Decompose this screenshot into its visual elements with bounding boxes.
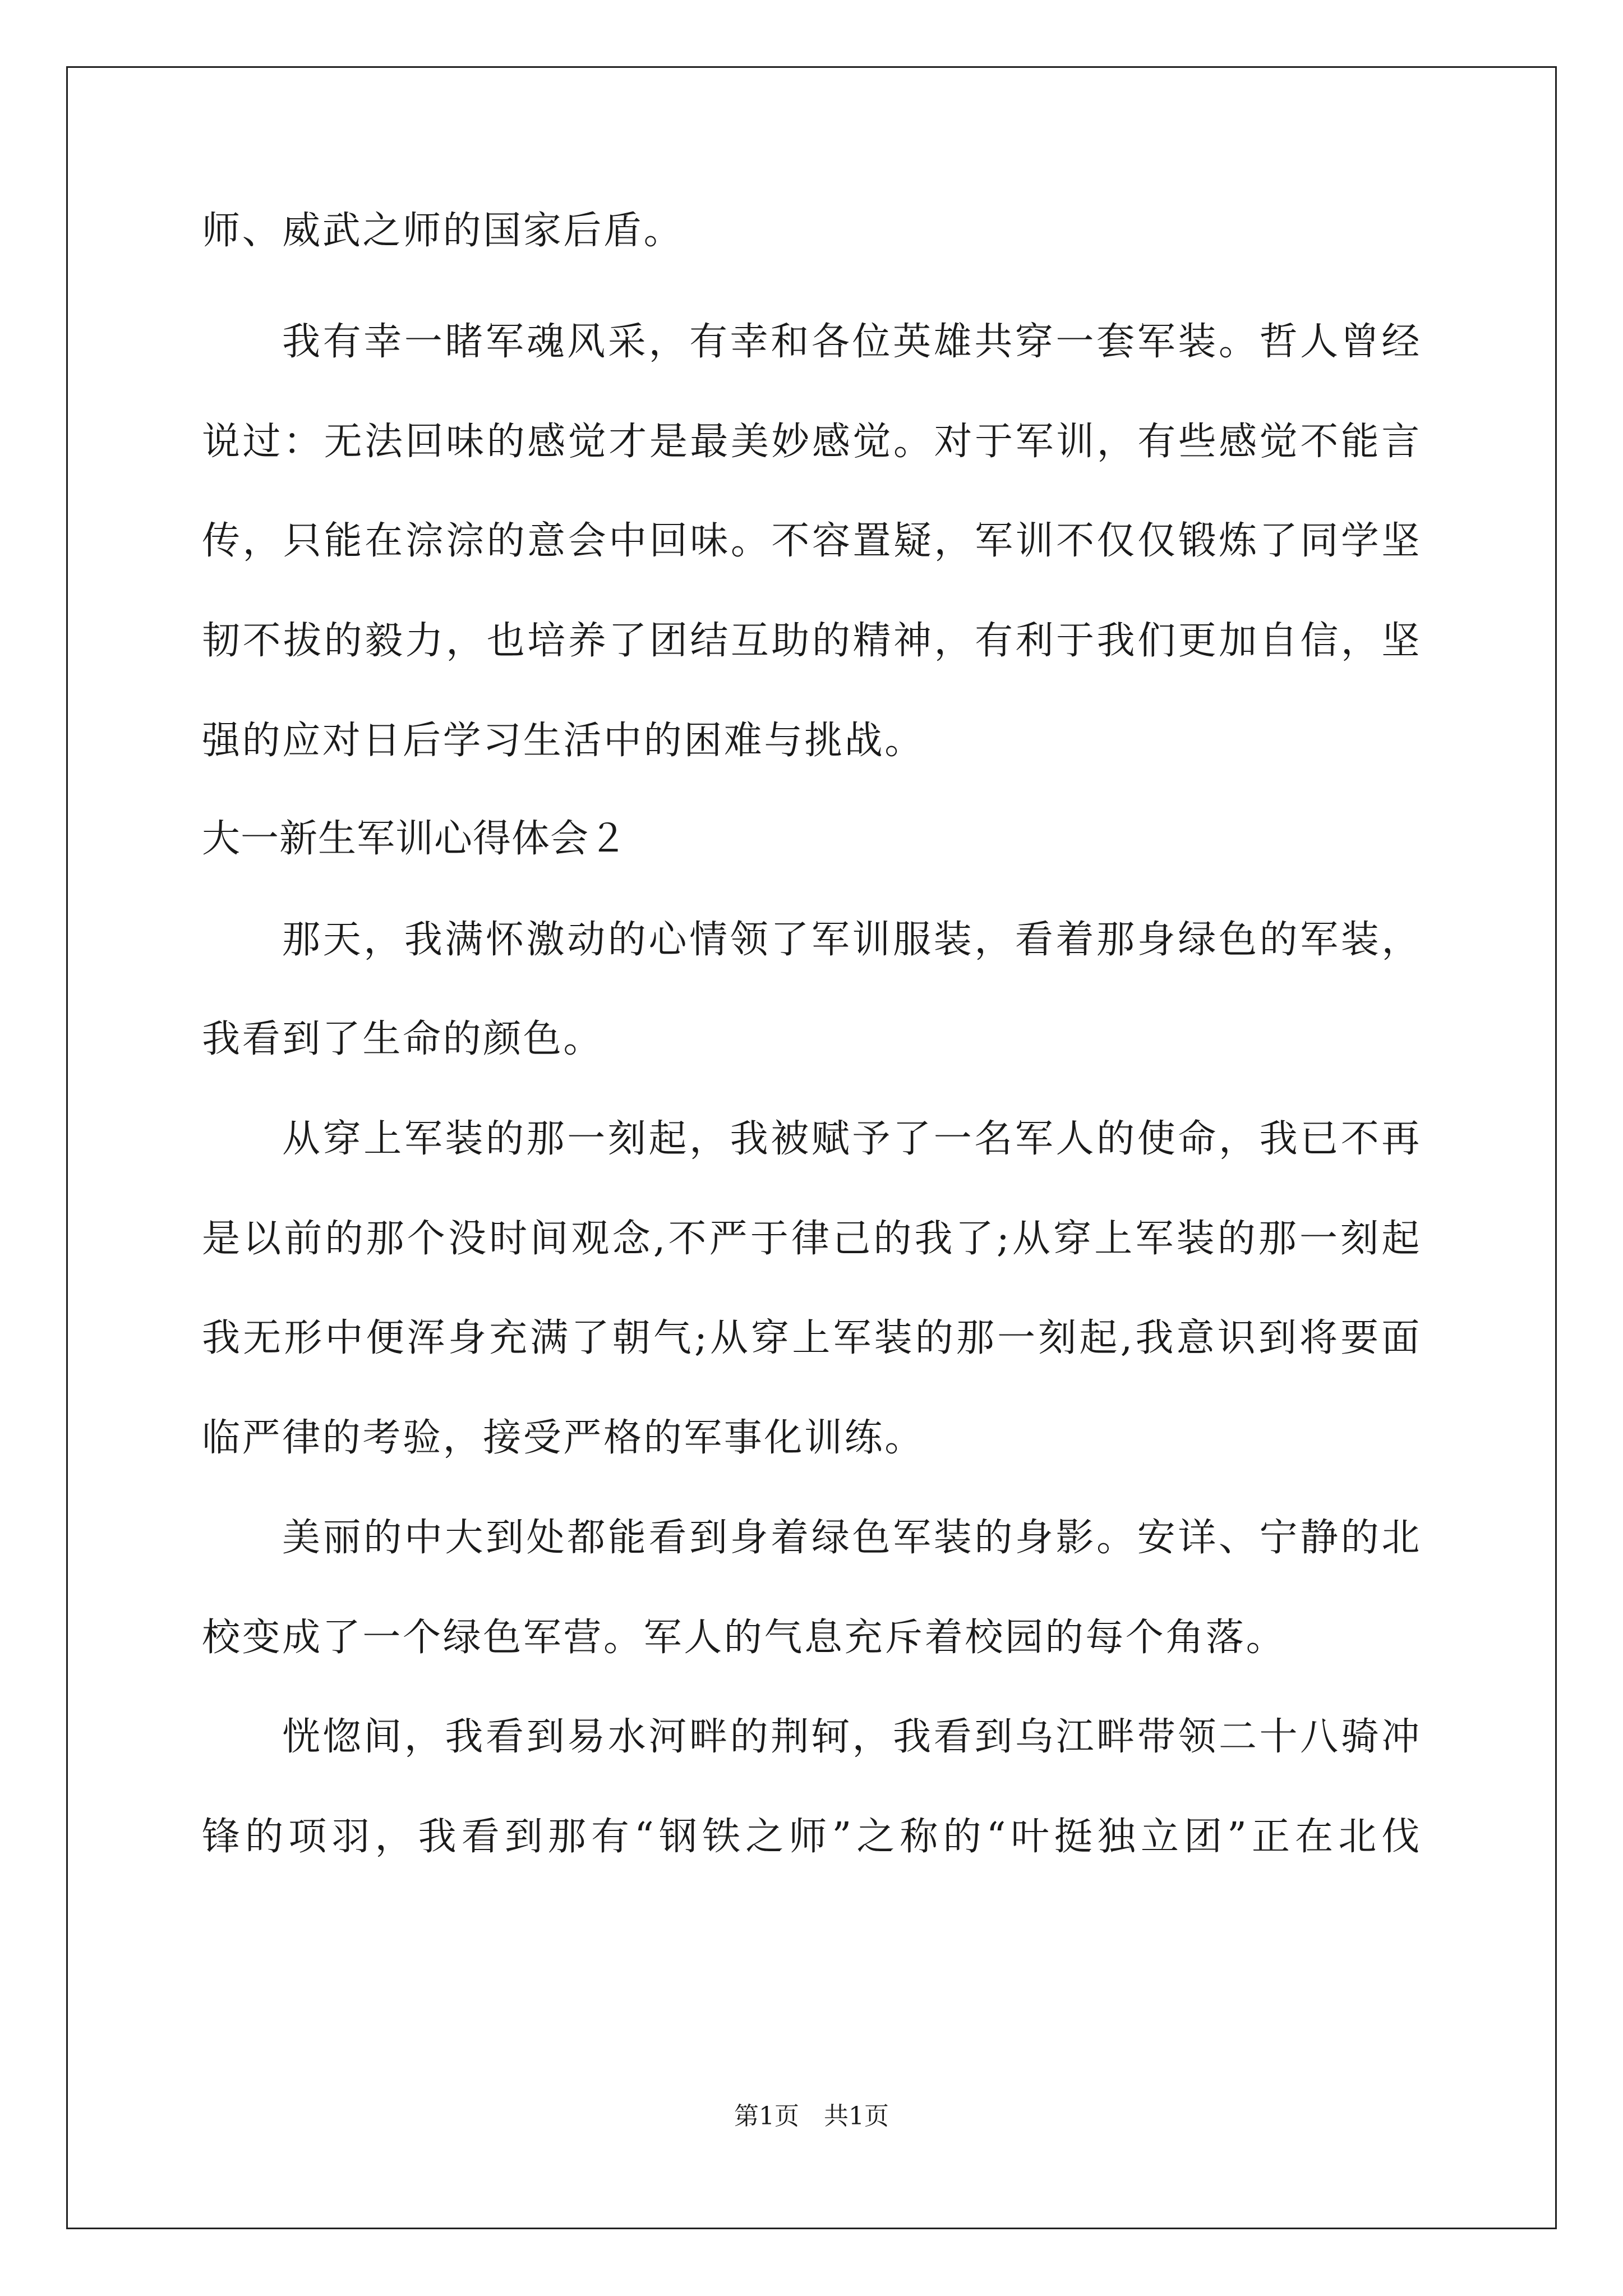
- paragraph-line: 我看到了生命的颜色。: [202, 1017, 604, 1061]
- paragraph-line: 美丽的中大到处都能看到身着绿色军装的身影。安详、宁静的北: [282, 1516, 1422, 1560]
- paragraph-line: 临严律的考验，接受严格的军事化训练。: [202, 1416, 925, 1460]
- section-heading: 大一新生军训心得体会２: [202, 817, 628, 861]
- page-footer: 第1页 共1页: [734, 2102, 889, 2131]
- paragraph-line: 我有幸一睹军魂风采，有幸和各位英雄共穿一套军装。哲人曾经: [282, 320, 1422, 364]
- paragraph-line: 校变成了一个绿色军营。军人的气息充斥着校园的每个角落。: [202, 1616, 1287, 1660]
- paragraph-line: 我无形中便浑身充满了朝气;从穿上军装的那一刻起,我意识到将要面: [202, 1316, 1422, 1360]
- paragraph-line: 韧不拔的毅力，也培养了团结互助的精神，有利于我们更加自信，坚: [202, 619, 1422, 663]
- paragraph-line: 是以前的那个没时间观念,不严于律己的我了;从穿上军装的那一刻起: [202, 1217, 1422, 1261]
- paragraph-line: 强的应对日后学习生活中的困难与挑战。: [202, 719, 925, 763]
- paragraph-line: 那天，我满怀激动的心情领了军训服装，看着那身绿色的军装，: [282, 918, 1422, 962]
- paragraph-line: 锋的项羽，我看到那有“钢铁之师”之称的“叶挺独立团”正在北伐: [202, 1815, 1422, 1859]
- paragraph-line: 恍惚间，我看到易水河畔的荆轲，我看到乌江畔带领二十八骑冲: [282, 1715, 1422, 1759]
- paragraph-line: 传，只能在淙淙的意会中回味。不容置疑，军训不仅仅锻炼了同学坚: [202, 519, 1422, 563]
- paragraph-line: 说过：无法回味的感觉才是最美妙感觉。对于军训，有些感觉不能言: [202, 420, 1422, 464]
- paragraph-line: 从穿上军装的那一刻起，我被赋予了一名军人的使命，我已不再: [282, 1117, 1422, 1161]
- paragraph-line: 师、威武之师的国家后盾。: [202, 209, 684, 253]
